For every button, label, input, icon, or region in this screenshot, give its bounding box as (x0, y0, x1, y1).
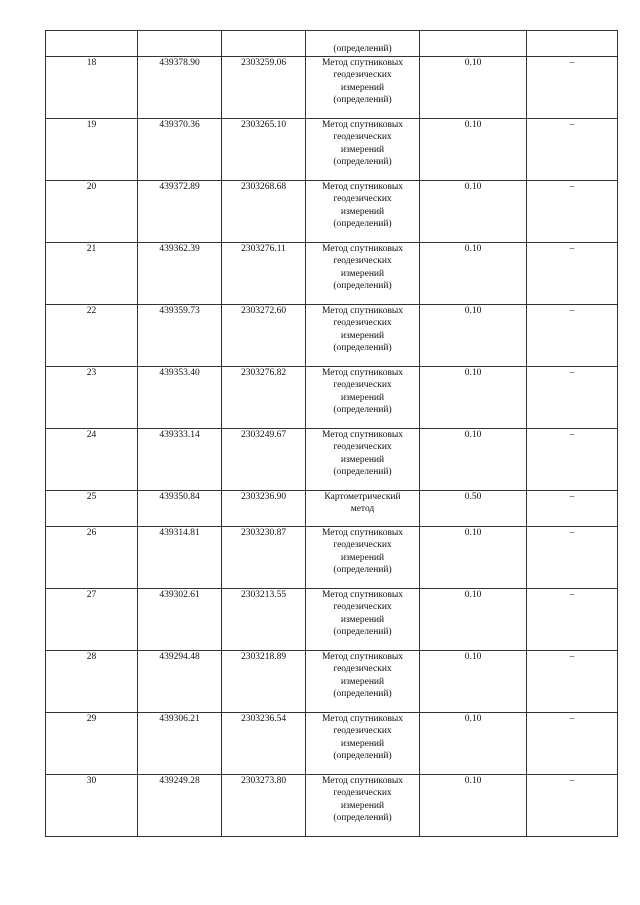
table-row (46, 713, 618, 775)
method-line: геодезических (333, 540, 392, 551)
method-cell (306, 775, 420, 837)
method-cell (306, 713, 420, 775)
method-line: измерений (340, 614, 385, 625)
x-coordinate-cell: 439350.84 (138, 491, 222, 527)
point-number-cell: 25 (46, 491, 138, 527)
point-number-cell: 26 (46, 527, 138, 589)
method-line: геодезических (333, 256, 392, 267)
method-line: измерений (340, 800, 385, 811)
accuracy-cell: 0.50 (420, 491, 527, 527)
method-line: метод (350, 504, 375, 515)
method-cell (306, 305, 420, 367)
point-number-cell: 27 (46, 589, 138, 651)
table-row (46, 527, 618, 589)
method-cell (306, 491, 420, 527)
method-line: геодезических (333, 602, 392, 613)
description-cell: – (527, 181, 618, 243)
method-line: геодезических (333, 788, 392, 799)
method-line: геодезических (333, 194, 392, 205)
y-coordinate-cell: 2303218.89 (222, 651, 306, 713)
x-coordinate-cell: 439353.40 (138, 367, 222, 429)
accuracy-cell: 0.10 (420, 775, 527, 837)
accuracy-cell: 0.10 (420, 429, 527, 491)
y-coordinate-cell: 2303236.90 (222, 491, 306, 527)
method-line: измерений (340, 206, 385, 217)
description-cell: – (527, 527, 618, 589)
method-line: измерений (340, 738, 385, 749)
x-coordinate-cell: 439333.14 (138, 429, 222, 491)
method-cell (306, 31, 420, 57)
point-number-cell: 24 (46, 429, 138, 491)
x-coordinate-cell (138, 31, 222, 57)
x-coordinate-cell: 439249.28 (138, 775, 222, 837)
method-cell (306, 181, 420, 243)
x-coordinate-cell: 439370.36 (138, 119, 222, 181)
table-row-continuation (46, 31, 618, 57)
method-line: (определений) (333, 281, 392, 292)
method-cell (306, 589, 420, 651)
table-row (46, 367, 618, 429)
method-line: Метод спутниковых (321, 714, 404, 724)
method-cell (306, 243, 420, 305)
y-coordinate-cell: 2303272.60 (222, 305, 306, 367)
method-line: Метод спутниковых (321, 244, 404, 254)
method-line: (определений) (333, 405, 392, 416)
method-line: (определений) (333, 627, 392, 638)
accuracy-cell: 0.10 (420, 243, 527, 305)
table-row (46, 119, 618, 181)
method-line: Метод спутниковых (321, 430, 404, 440)
point-number-cell: 30 (46, 775, 138, 837)
point-number-cell: 21 (46, 243, 138, 305)
method-line: геодезических (333, 726, 392, 737)
method-line: (определений) (333, 95, 392, 106)
method-line: измерений (340, 676, 385, 687)
point-number-cell: 28 (46, 651, 138, 713)
point-number-cell: 29 (46, 713, 138, 775)
method-line: измерений (340, 330, 385, 341)
method-line: (определений) (333, 813, 392, 824)
table-row (46, 181, 618, 243)
method-line: геодезических (333, 318, 392, 329)
accuracy-cell: 0.10 (420, 181, 527, 243)
method-line: (определений) (333, 219, 392, 230)
point-number-cell: 20 (46, 181, 138, 243)
x-coordinate-cell: 439362.39 (138, 243, 222, 305)
accuracy-cell: 0.10 (420, 57, 527, 119)
x-coordinate-cell: 439314.81 (138, 527, 222, 589)
description-cell: – (527, 305, 618, 367)
y-coordinate-cell: 2303265.10 (222, 119, 306, 181)
description-cell: – (527, 713, 618, 775)
method-line: Метод спутниковых (321, 590, 404, 600)
accuracy-cell: 0.10 (420, 589, 527, 651)
description-cell (527, 31, 618, 57)
method-line: геодезических (333, 132, 392, 143)
method-line: Метод спутниковых (321, 368, 404, 378)
method-line: измерений (340, 82, 385, 93)
accuracy-cell: 0.10 (420, 367, 527, 429)
accuracy-cell: 0.10 (420, 305, 527, 367)
description-cell: – (527, 589, 618, 651)
method-line: (определений) (333, 751, 392, 762)
y-coordinate-cell: 2303273.80 (222, 775, 306, 837)
y-coordinate-cell: 2303276.82 (222, 367, 306, 429)
method-cell (306, 651, 420, 713)
method-line: (определений) (333, 565, 392, 576)
method-line: измерений (340, 392, 385, 403)
x-coordinate-cell: 439359.73 (138, 305, 222, 367)
method-line: (определений) (333, 43, 392, 54)
x-coordinate-cell: 439294.48 (138, 651, 222, 713)
method-line: измерений (340, 552, 385, 563)
method-line: Метод спутниковых (321, 120, 404, 130)
method-cell (306, 429, 420, 491)
method-line: (определений) (333, 467, 392, 478)
x-coordinate-cell: 439306.21 (138, 713, 222, 775)
y-coordinate-cell (222, 31, 306, 57)
x-coordinate-cell: 439302.61 (138, 589, 222, 651)
description-cell: – (527, 367, 618, 429)
description-cell: – (527, 651, 618, 713)
y-coordinate-cell: 2303236.54 (222, 713, 306, 775)
table-row (46, 651, 618, 713)
description-cell: – (527, 119, 618, 181)
point-number-cell: 23 (46, 367, 138, 429)
point-number-cell: 22 (46, 305, 138, 367)
y-coordinate-cell: 2303268.68 (222, 181, 306, 243)
method-line: Метод спутниковых (321, 58, 404, 68)
method-line: Метод спутниковых (321, 182, 404, 192)
table-row (46, 491, 618, 527)
point-number-cell (46, 31, 138, 57)
point-number-cell: 19 (46, 119, 138, 181)
x-coordinate-cell: 439372.89 (138, 181, 222, 243)
method-line: геодезических (333, 664, 392, 675)
y-coordinate-cell: 2303276.11 (222, 243, 306, 305)
method-line: (определений) (333, 343, 392, 354)
accuracy-cell: 0.10 (420, 713, 527, 775)
table-row (46, 429, 618, 491)
method-line: Метод спутниковых (321, 528, 404, 538)
accuracy-cell: 0.10 (420, 527, 527, 589)
accuracy-cell: 0.10 (420, 119, 527, 181)
description-cell: – (527, 775, 618, 837)
method-cell (306, 527, 420, 589)
x-coordinate-cell: 439378.90 (138, 57, 222, 119)
table-row (46, 243, 618, 305)
method-cell (306, 119, 420, 181)
method-line: измерений (340, 144, 385, 155)
coordinates-table (45, 30, 618, 837)
accuracy-cell (420, 31, 527, 57)
accuracy-cell: 0.10 (420, 651, 527, 713)
y-coordinate-cell: 2303213.55 (222, 589, 306, 651)
method-cell (306, 57, 420, 119)
method-line: Метод спутниковых (321, 306, 404, 316)
method-line: Картометрический (324, 492, 401, 502)
table-row (46, 589, 618, 651)
method-line: (определений) (333, 157, 392, 168)
method-line: геодезических (333, 70, 392, 81)
y-coordinate-cell: 2303259.06 (222, 57, 306, 119)
table-row (46, 775, 618, 837)
method-line: измерений (340, 268, 385, 279)
coordinates-table-body (46, 31, 618, 837)
description-cell: – (527, 243, 618, 305)
y-coordinate-cell: 2303249.67 (222, 429, 306, 491)
method-line: геодезических (333, 442, 392, 453)
table-row (46, 305, 618, 367)
method-line: Метод спутниковых (321, 652, 404, 662)
method-line: (определений) (333, 689, 392, 700)
description-cell: – (527, 491, 618, 527)
method-line: измерений (340, 454, 385, 465)
description-cell: – (527, 57, 618, 119)
point-number-cell: 18 (46, 57, 138, 119)
table-row (46, 57, 618, 119)
method-line: Метод спутниковых (321, 776, 404, 786)
method-line: геодезических (333, 380, 392, 391)
y-coordinate-cell: 2303230.87 (222, 527, 306, 589)
method-cell (306, 367, 420, 429)
description-cell: – (527, 429, 618, 491)
